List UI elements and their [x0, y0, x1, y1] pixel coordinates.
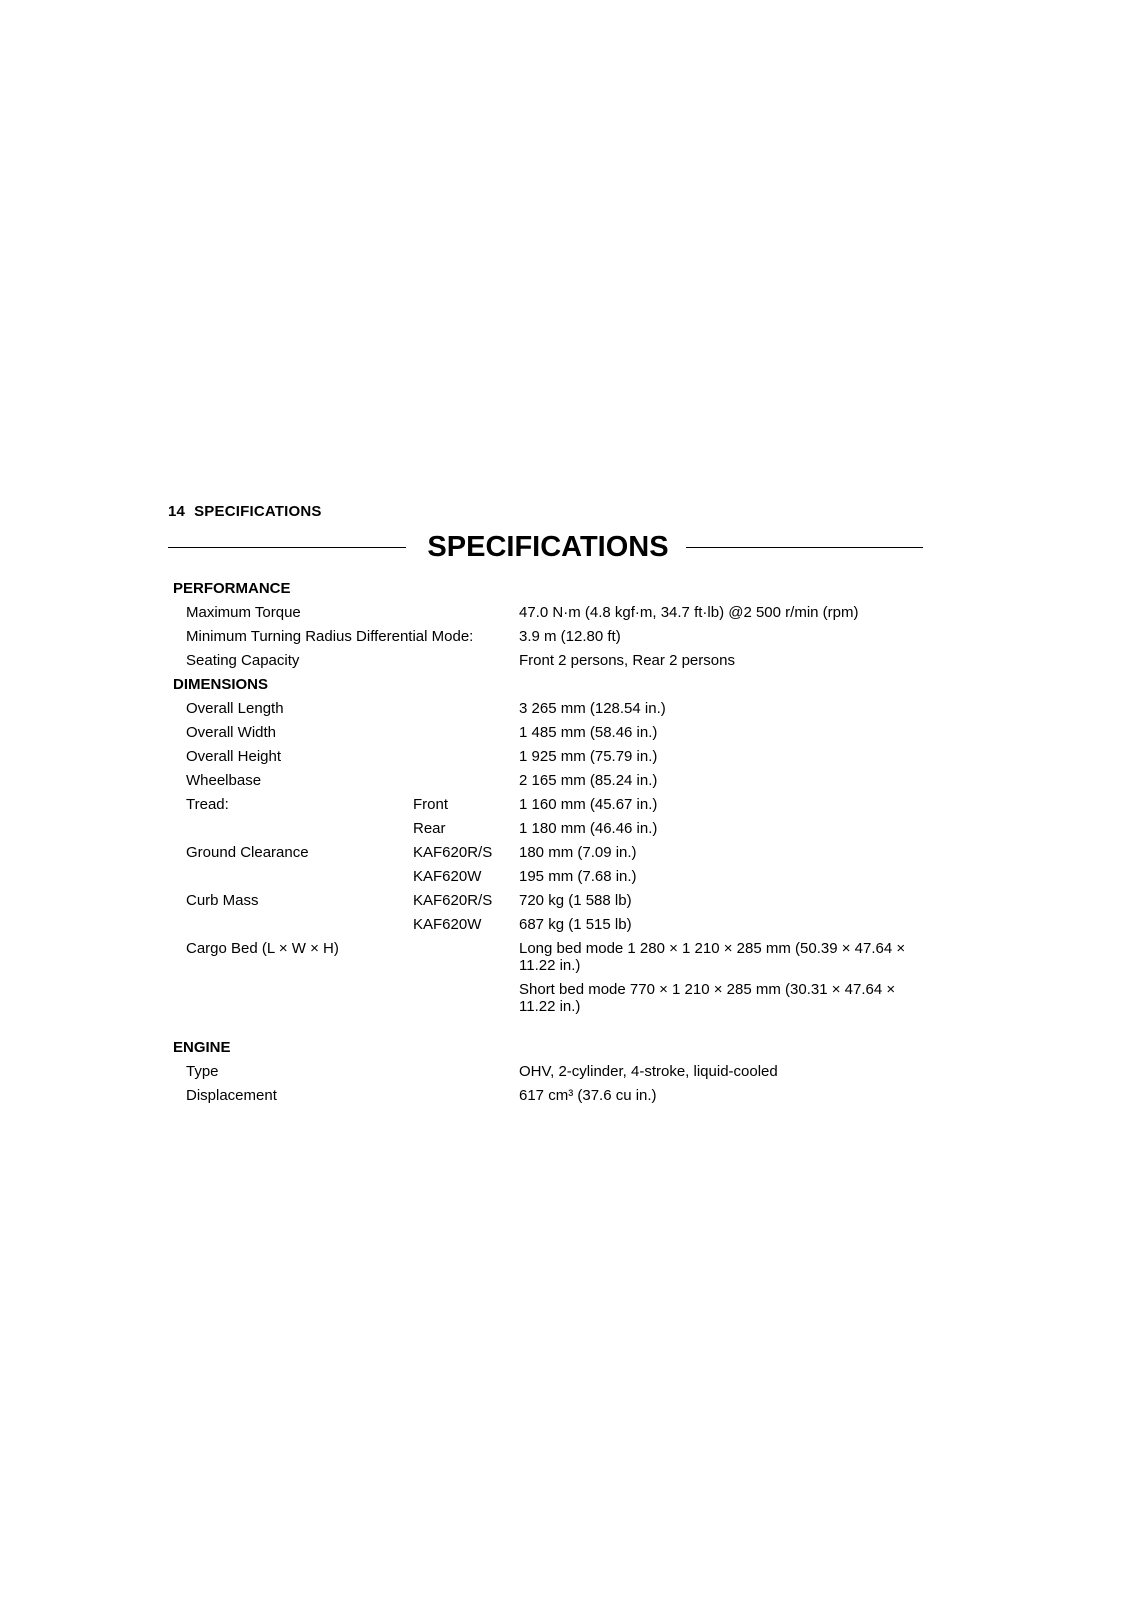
spec-row — [173, 772, 923, 796]
running-section-title: SPECIFICATIONS — [194, 503, 322, 520]
spec-label: Curb Mass — [186, 892, 259, 909]
spec-row — [173, 604, 923, 628]
spec-value: OHV, 2-cylinder, 4-stroke, liquid-cooled — [519, 1063, 778, 1080]
spec-sublabel — [413, 940, 519, 981]
page-number: 14 — [168, 503, 186, 520]
section-heading-performance: PERFORMANCE — [173, 580, 291, 597]
spec-row — [173, 700, 923, 724]
section-heading-row — [173, 580, 923, 604]
spec-sublabel — [413, 724, 519, 748]
spec-value: 47.0 N·m (4.8 kgf·m, 34.7 ft·lb) @2 500 r/min (rpm) — [519, 604, 859, 621]
section-heading-row — [173, 1039, 923, 1063]
spec-sublabel: Rear — [413, 820, 446, 837]
spec-label — [173, 868, 413, 892]
spec-value: Front 2 persons, Rear 2 persons — [519, 652, 735, 669]
spec-row — [173, 1063, 923, 1087]
spec-value: 687 kg (1 515 lb) — [519, 916, 632, 933]
section-heading-engine: ENGINE — [173, 1039, 231, 1056]
spec-label: Displacement — [186, 1087, 277, 1104]
spec-value: 3.9 m (12.80 ft) — [519, 628, 621, 645]
spec-value: 1 925 mm (75.79 in.) — [519, 748, 658, 765]
spec-value: 720 kg (1 588 lb) — [519, 892, 632, 909]
page-header — [168, 503, 322, 520]
spec-row — [173, 628, 923, 652]
spec-value: 3 265 mm (128.54 in.) — [519, 700, 666, 717]
spec-row — [173, 724, 923, 748]
spec-value: 195 mm (7.68 in.) — [519, 868, 637, 885]
spec-label: Overall Width — [186, 724, 277, 741]
spec-label: Overall Height — [186, 748, 282, 765]
spec-label: Seating Capacity — [186, 652, 300, 669]
spec-value: Short bed mode 770 × 1 210 × 285 mm (30.31 × 47.64 × 11.22 in.) — [519, 981, 896, 1015]
spec-row — [173, 892, 923, 916]
spec-label: Maximum Torque — [186, 604, 301, 621]
spec-sublabel: KAF620R/S — [413, 844, 493, 861]
title-rule-right — [686, 547, 923, 548]
spec-row — [173, 940, 923, 981]
section-heading-dimensions: DIMENSIONS — [173, 676, 269, 693]
spec-row — [173, 820, 923, 844]
spec-label: Type — [186, 1063, 219, 1080]
spec-sublabel: Front — [413, 796, 449, 813]
spec-label: Ground Clearance — [186, 844, 309, 861]
spec-sublabel: KAF620W — [413, 868, 482, 885]
spec-row — [173, 796, 923, 820]
spec-label — [173, 981, 413, 1039]
spec-table — [173, 580, 923, 1111]
spec-row — [173, 844, 923, 868]
spec-label — [173, 820, 413, 844]
spec-sublabel: KAF620W — [413, 916, 482, 933]
spec-value: 180 mm (7.09 in.) — [519, 844, 637, 861]
spec-value: 1 485 mm (58.46 in.) — [519, 724, 658, 741]
spec-value: 2 165 mm (85.24 in.) — [519, 772, 658, 789]
spec-sublabel — [413, 981, 519, 1039]
spec-row — [173, 981, 923, 1039]
spec-value: Long bed mode 1 280 × 1 210 × 285 mm (50.39 × 47.64 × 11.22 in.) — [519, 940, 906, 974]
spec-sublabel — [413, 772, 519, 796]
page-title: SPECIFICATIONS — [427, 531, 669, 563]
spec-sublabel — [413, 700, 519, 724]
spec-value: 617 cm³ (37.6 cu in.) — [519, 1087, 657, 1104]
section-heading-row — [173, 676, 923, 700]
title-rule-left — [168, 547, 406, 548]
spec-label: Cargo Bed (L × W × H) — [186, 940, 339, 957]
spec-row — [173, 868, 923, 892]
spec-value: 1 160 mm (45.67 in.) — [519, 796, 658, 813]
spec-row — [173, 652, 923, 676]
spec-sublabel — [413, 748, 519, 772]
spec-sublabel: KAF620R/S — [413, 892, 493, 909]
spec-value: 1 180 mm (46.46 in.) — [519, 820, 658, 837]
spec-row — [173, 916, 923, 940]
spec-label: Overall Length — [186, 700, 284, 717]
spec-label: Wheelbase — [186, 772, 262, 789]
spec-row — [173, 748, 923, 772]
spec-label: Tread: — [186, 796, 229, 813]
spec-row — [173, 1087, 923, 1111]
title-row — [168, 527, 923, 567]
spec-label — [173, 916, 413, 940]
spec-label: Minimum Turning Radius Differential Mode: — [186, 628, 474, 645]
